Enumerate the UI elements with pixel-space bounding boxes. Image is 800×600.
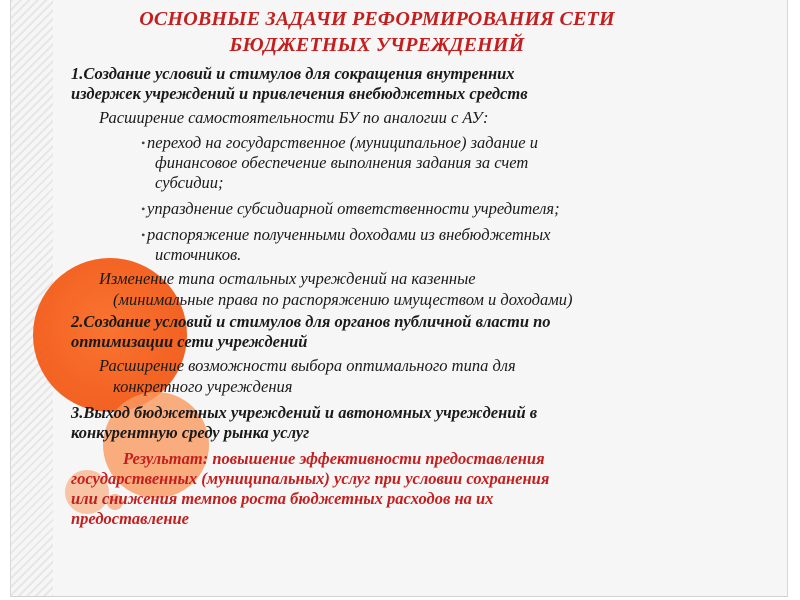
item-1-line-2: издержек учреждений и привлечения внебюджетных средств: [71, 84, 528, 103]
item-2-line-1: 2.Создание условий и стимулов для органов публичной власти по: [71, 312, 551, 331]
result-line-1: Результат: повышение эффективности предоставления: [123, 449, 545, 468]
item-1-sub-1-text: Расширение самостоятельности БУ по аналогии с АУ:: [99, 108, 489, 127]
bullet-icon: •: [141, 202, 146, 216]
result-line-2: государственных (муниципальных) услуг при условии сохранения: [71, 469, 550, 488]
item-3-line-1: 3.Выход бюджетных учреждений и автономных учреждений в: [71, 403, 538, 422]
bullet-icon: •: [141, 228, 146, 242]
result-block: [71, 449, 771, 529]
item-2-sub-1: [71, 356, 771, 397]
item-1-sub-2-line-1: Изменение типа остальных учреждений на казенные: [99, 269, 476, 288]
result-line-3: или снижения темпов роста бюджетных расходов на их: [71, 489, 494, 508]
item-1-heading: [71, 64, 771, 104]
result-line-4: предоставление: [71, 509, 190, 528]
item-2-sub-1-line-2: конкретного учреждения: [113, 377, 293, 396]
bullet-2-line-1: упразднение субсидиарной ответственности учредителя;: [147, 199, 560, 218]
item-1-line-1: 1.Создание условий и стимулов для сокращения внутренних: [71, 64, 515, 83]
item-3-line-2: конкурентную среду рынка услуг: [71, 423, 310, 442]
item-1-sub-2-line-2: (минимальные права по распоряжению имуществом и доходами): [113, 290, 573, 309]
bullet-3-line-2: источников.: [155, 245, 242, 264]
slide-title: [97, 6, 657, 58]
slide-frame: [10, 0, 788, 597]
bullet-1-line-1: переход на государственное (муниципальное) задание и: [147, 133, 539, 152]
title-line-1: ОСНОВНЫЕ ЗАДАЧИ РЕФОРМИРОВАНИЯ СЕТИ: [139, 8, 615, 30]
item-2-heading: [71, 312, 771, 352]
bullet-1-line-2: финансовое обеспечение выполнения задания за счет: [155, 153, 529, 172]
bullet-3-line-1: распоряжение полученными доходами из внебюджетных: [147, 225, 551, 244]
item-1-sub-2: [71, 269, 771, 310]
item-2-sub-1-line-1: Расширение возможности выбора оптимального типа для: [99, 356, 516, 375]
item-3-heading: [71, 403, 771, 443]
bullet-item: [71, 199, 771, 219]
bullet-item: [71, 133, 771, 193]
item-2-line-2: оптимизации сети учреждений: [71, 332, 308, 351]
bullet-item: [71, 225, 771, 265]
slide-content: [71, 64, 771, 529]
bullet-1-line-3: субсидии;: [155, 173, 224, 192]
item-1-sub-1: [71, 108, 771, 129]
bullet-icon: •: [141, 136, 146, 150]
title-line-2: БЮДЖЕТНЫХ УЧРЕЖДЕНИЙ: [229, 34, 525, 56]
